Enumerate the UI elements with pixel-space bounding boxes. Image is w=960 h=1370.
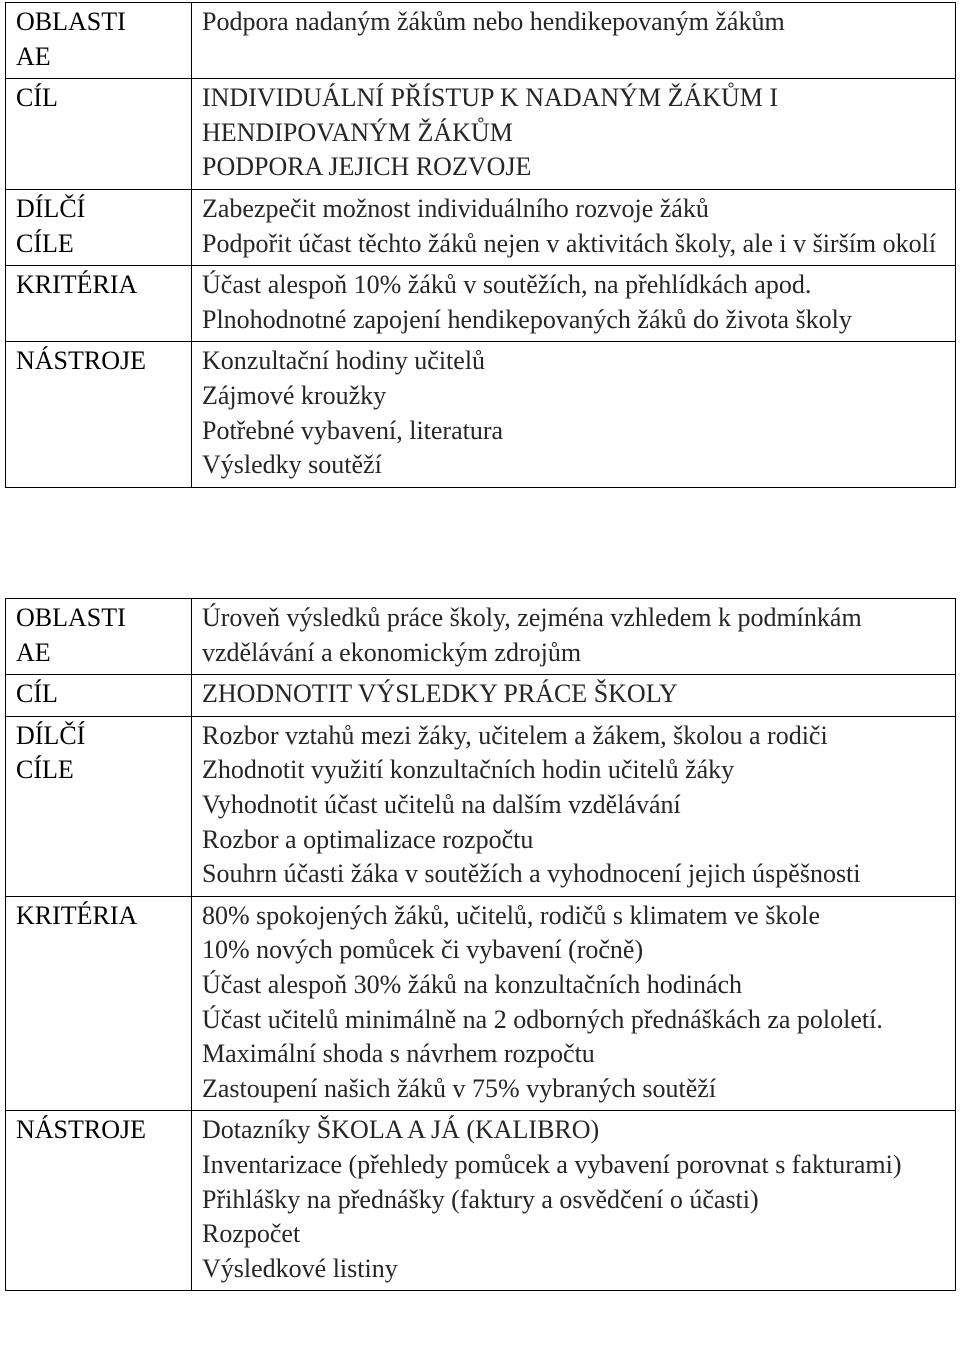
cil-row xyxy=(6,79,956,190)
area-table-1-body xyxy=(6,3,956,488)
row-label-cell xyxy=(6,1111,192,1291)
row-value-line: Účast učitelů minimálně na 2 odborných přednáškách za pololetí. xyxy=(202,1004,883,1034)
row-value-line: 80% spokojených žáků, učitelů, rodičů s klimatem ve škole xyxy=(202,900,821,930)
row-label-line: DÍLČÍ xyxy=(16,193,86,223)
row-label-cell xyxy=(6,896,192,1111)
row-value-line: Rozbor vztahů mezi žáky, učitelem a žákem, školou a rodiči xyxy=(202,720,828,750)
row-value-line: Zájmové kroužky xyxy=(202,380,387,410)
row-value-line: INDIVIDUÁLNÍ PŘÍSTUP K NADANÝM ŽÁKŮM I HENDIPOVANÝM ŽÁKŮM xyxy=(202,83,779,147)
row-value-line: Účast alespoň 30% žáků na konzultačních hodinách xyxy=(202,969,743,999)
row-value-line: Podpořit účast těchto žáků nejen v aktivitách školy, ale i v širším okolí xyxy=(202,228,937,258)
row-value-line: Rozpočet xyxy=(202,1219,301,1249)
row-value-line: ZHODNOTIT VÝSLEDKY PRÁCE ŠKOLY xyxy=(202,679,678,709)
row-label-cell xyxy=(6,3,192,79)
row-value-line: Podpora nadaným žákům nebo hendikepovaným žákům xyxy=(202,7,785,36)
row-value-line: Výsledkové listiny xyxy=(202,1253,398,1283)
row-value-line: Výsledky soutěží xyxy=(202,450,382,480)
area-table-2 xyxy=(5,598,956,1291)
row-label-line: CÍLE xyxy=(16,228,74,258)
row-value-line: Maximální shoda s návrhem rozpočtu xyxy=(202,1039,595,1069)
row-label-line: DÍLČÍ xyxy=(16,720,86,750)
kriteria-row xyxy=(6,266,956,342)
row-value-line: Rozbor a optimalizace rozpočtu xyxy=(202,824,534,854)
area-table-1 xyxy=(5,2,956,488)
row-label-line: NÁSTROJE xyxy=(16,1115,147,1145)
row-value-line: PODPORA JEJICH ROZVOJE xyxy=(202,152,532,182)
row-value-cell xyxy=(192,342,956,487)
area-table-2-body xyxy=(6,599,956,1291)
row-label-line: NÁSTROJE xyxy=(16,346,147,376)
dilci-cile-row xyxy=(6,189,956,265)
nastroje-row xyxy=(6,1111,956,1291)
row-value-line: Konzultační hodiny učitelů xyxy=(202,346,486,376)
dilci-cile-row xyxy=(6,716,956,896)
row-label-cell xyxy=(6,266,192,342)
row-label-cell xyxy=(6,79,192,190)
row-label-line: OBLASTI xyxy=(16,7,126,36)
row-value-cell xyxy=(192,716,956,896)
row-value-cell xyxy=(192,189,956,265)
row-value-line: Zastoupení našich žáků v 75% vybraných soutěží xyxy=(202,1073,717,1103)
row-value-line: Plnohodnotné zapojení hendikepovaných žáků do života školy xyxy=(202,304,852,334)
row-value-line: Přihlášky na přednášky (faktury a osvědčení o účasti) xyxy=(202,1184,759,1214)
row-value-line: Dotazníky ŠKOLA A JÁ (KALIBRO) xyxy=(202,1115,600,1145)
row-label-cell xyxy=(6,189,192,265)
row-label-line: OBLASTI xyxy=(16,603,126,632)
row-value-cell xyxy=(192,1111,956,1291)
row-value-line: Úroveň výsledků práce školy, zejména vzhledem k podmínkám vzdělávání a ekonomickým zdrojům xyxy=(202,603,862,667)
row-value-cell xyxy=(192,266,956,342)
row-value-cell xyxy=(192,3,956,79)
row-value-cell xyxy=(192,79,956,190)
row-value-cell xyxy=(192,896,956,1111)
row-value-line: Účast alespoň 10% žáků v soutěžích, na přehlídkách apod. xyxy=(202,270,812,300)
row-value-line: 10% nových pomůcek či vybavení (ročně) xyxy=(202,935,644,965)
kriteria-row xyxy=(6,896,956,1111)
row-label-cell xyxy=(6,716,192,896)
row-value-line: Souhrn účasti žáka v soutěžích a vyhodnocení jejich úspěšnosti xyxy=(202,859,861,889)
oblast-row xyxy=(6,599,956,675)
row-value-cell xyxy=(192,599,956,675)
row-label-line: CÍL xyxy=(16,679,58,709)
row-value-line: Vyhodnotit účast učitelů na dalším vzdělávání xyxy=(202,789,681,819)
row-label-cell xyxy=(6,342,192,487)
row-value-line: Inventarizace (přehledy pomůcek a vybavení porovnat s fakturami) xyxy=(202,1149,902,1179)
row-value-line: Zhodnotit využití konzultačních hodin učitelů žáky xyxy=(202,755,735,785)
nastroje-row xyxy=(6,342,956,487)
row-label-line: AE xyxy=(16,637,51,667)
oblast-row xyxy=(6,3,956,79)
row-label-line: KRITÉRIA xyxy=(16,900,138,930)
row-label-cell xyxy=(6,675,192,717)
cil-row xyxy=(6,675,956,717)
row-label-line: KRITÉRIA xyxy=(16,270,138,300)
row-value-cell xyxy=(192,675,956,717)
row-label-cell xyxy=(6,599,192,675)
row-label-line: CÍL xyxy=(16,83,58,113)
row-value-line: Potřebné vybavení, literatura xyxy=(202,415,504,445)
row-label-line: CÍLE xyxy=(16,755,74,785)
row-label-line: AE xyxy=(16,41,51,71)
row-value-line: Zabezpečit možnost individuálního rozvoje žáků xyxy=(202,193,709,223)
